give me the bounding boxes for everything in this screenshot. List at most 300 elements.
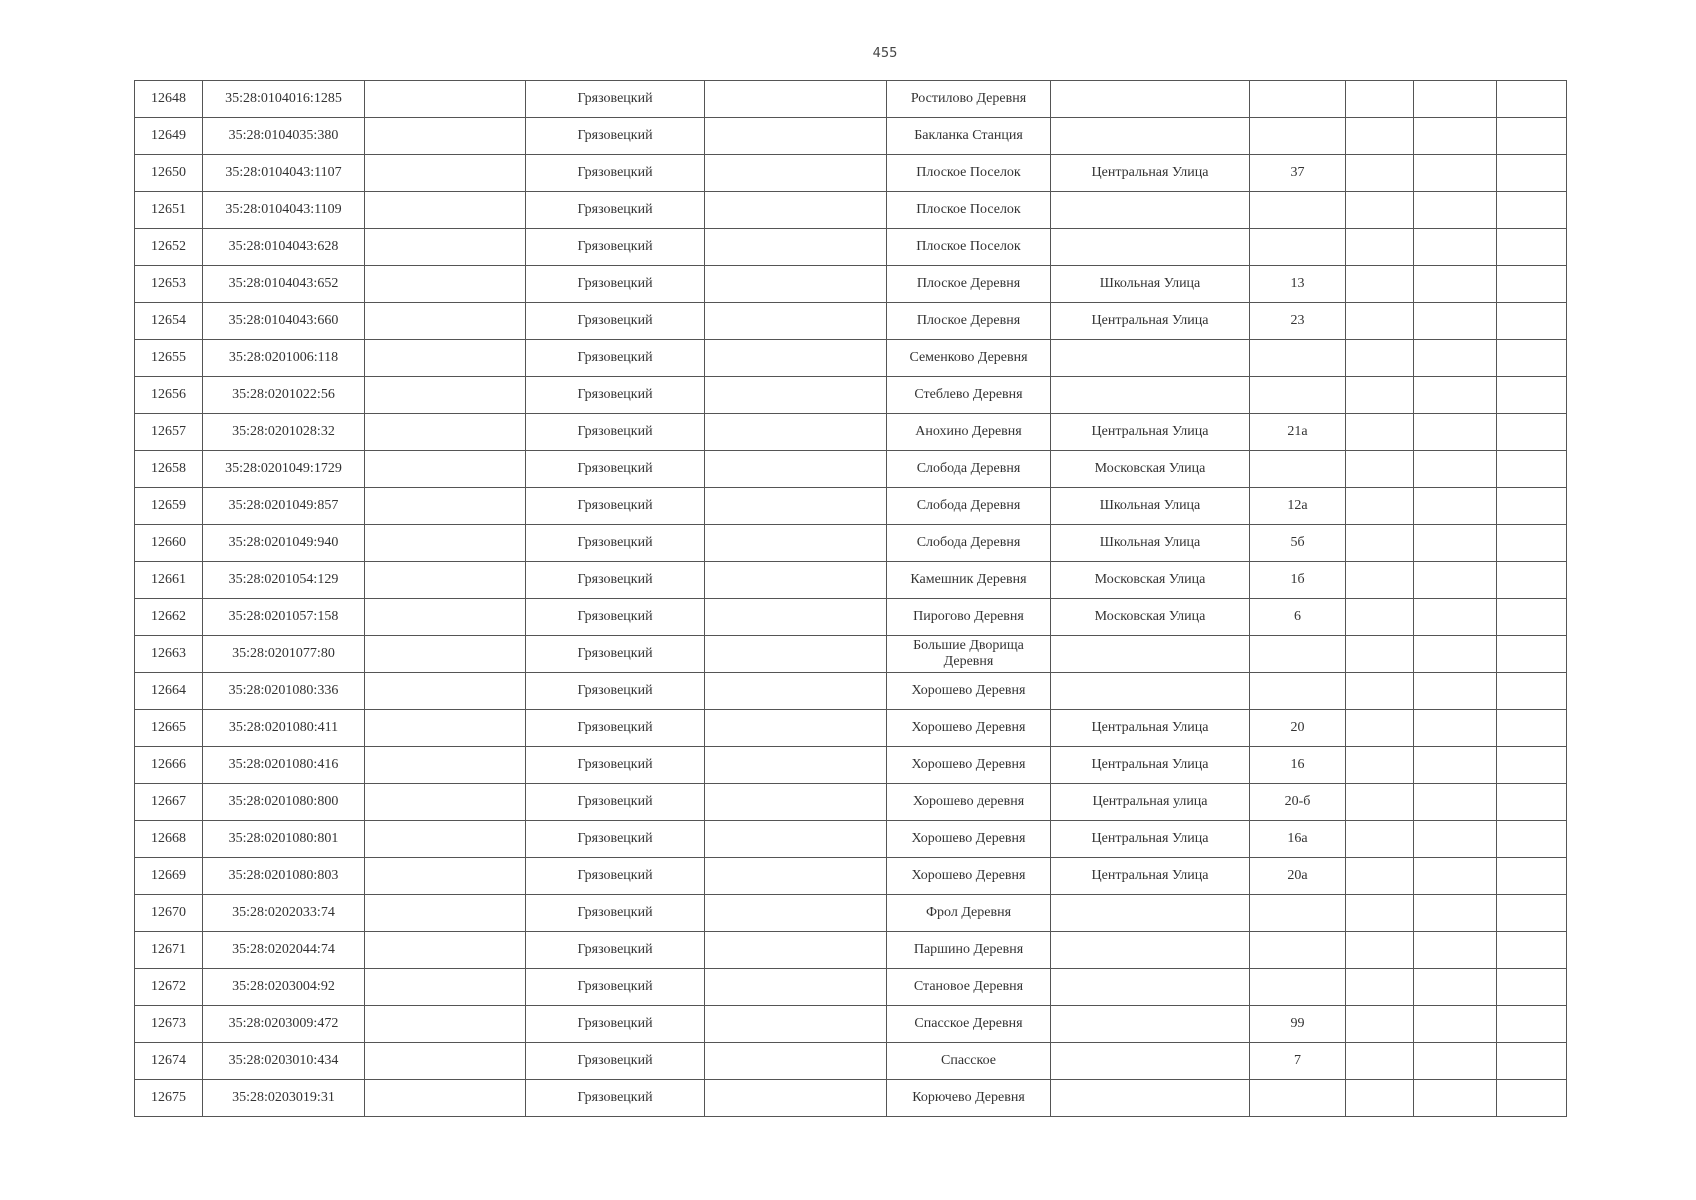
table-row xyxy=(135,340,1567,377)
cell-cadastral-number: 35:28:0201080:411 xyxy=(203,710,365,747)
cell-house-number xyxy=(1250,1080,1346,1117)
cell-empty xyxy=(1497,525,1567,562)
cell-house-number xyxy=(1250,81,1346,118)
cell-record-number: 12657 xyxy=(135,414,203,451)
cell-cadastral-number: 35:28:0201077:80 xyxy=(203,636,365,673)
cell-cadastral-number: 35:28:0104043:628 xyxy=(203,229,365,266)
cell-settlement: Корючево Деревня xyxy=(887,1080,1051,1117)
cell-empty xyxy=(1497,229,1567,266)
cell-district: Грязовецкий xyxy=(526,1006,705,1043)
cell-street: Центральная Улица xyxy=(1051,821,1250,858)
table-row xyxy=(135,636,1567,673)
cell-empty xyxy=(365,673,526,710)
cell-empty xyxy=(1497,81,1567,118)
table-body xyxy=(135,81,1567,1117)
cell-empty xyxy=(1346,488,1414,525)
cell-record-number: 12662 xyxy=(135,599,203,636)
cell-empty xyxy=(1497,858,1567,895)
cell-cadastral-number: 35:28:0104016:1285 xyxy=(203,81,365,118)
page-number: 455 xyxy=(872,46,898,61)
cell-record-number: 12672 xyxy=(135,969,203,1006)
cell-empty xyxy=(1414,266,1497,303)
cell-empty xyxy=(1414,414,1497,451)
cell-empty xyxy=(705,747,887,784)
cell-cadastral-number: 35:28:0104035:380 xyxy=(203,118,365,155)
cell-empty xyxy=(1497,266,1567,303)
cell-empty xyxy=(1346,155,1414,192)
cell-empty xyxy=(1414,784,1497,821)
cell-record-number: 12669 xyxy=(135,858,203,895)
cell-settlement: Анохино Деревня xyxy=(887,414,1051,451)
cell-cadastral-number: 35:28:0104043:652 xyxy=(203,266,365,303)
cell-empty xyxy=(1497,636,1567,673)
cell-settlement: Плоское Поселок xyxy=(887,229,1051,266)
cell-cadastral-number: 35:28:0201022:56 xyxy=(203,377,365,414)
cell-empty xyxy=(1414,895,1497,932)
cell-district: Грязовецкий xyxy=(526,636,705,673)
cell-empty xyxy=(1346,229,1414,266)
cell-empty xyxy=(1497,1006,1567,1043)
table-row xyxy=(135,673,1567,710)
cell-street: Центральная Улица xyxy=(1051,414,1250,451)
cell-district: Грязовецкий xyxy=(526,303,705,340)
cell-record-number: 12670 xyxy=(135,895,203,932)
cell-empty xyxy=(1414,747,1497,784)
cell-empty xyxy=(1346,525,1414,562)
cell-empty xyxy=(1414,118,1497,155)
cell-empty xyxy=(365,932,526,969)
cell-house-number: 20а xyxy=(1250,858,1346,895)
cell-empty xyxy=(1497,784,1567,821)
cell-record-number: 12667 xyxy=(135,784,203,821)
cell-district: Грязовецкий xyxy=(526,340,705,377)
cell-district: Грязовецкий xyxy=(526,266,705,303)
cell-record-number: 12665 xyxy=(135,710,203,747)
cell-empty xyxy=(705,118,887,155)
cell-street xyxy=(1051,969,1250,1006)
table-row xyxy=(135,1080,1567,1117)
cell-district: Грязовецкий xyxy=(526,525,705,562)
cell-settlement: Становое Деревня xyxy=(887,969,1051,1006)
cell-street xyxy=(1051,229,1250,266)
cell-street xyxy=(1051,895,1250,932)
cell-street: Центральная Улица xyxy=(1051,747,1250,784)
cell-cadastral-number: 35:28:0201080:803 xyxy=(203,858,365,895)
table-row xyxy=(135,451,1567,488)
cell-district: Грязовецкий xyxy=(526,81,705,118)
cell-record-number: 12649 xyxy=(135,118,203,155)
cell-record-number: 12661 xyxy=(135,562,203,599)
cell-house-number: 21а xyxy=(1250,414,1346,451)
cell-empty xyxy=(1414,562,1497,599)
cell-house-number xyxy=(1250,229,1346,266)
cell-record-number: 12674 xyxy=(135,1043,203,1080)
table-row xyxy=(135,229,1567,266)
cell-empty xyxy=(1497,562,1567,599)
cell-street: Центральная Улица xyxy=(1051,858,1250,895)
cell-empty xyxy=(1414,932,1497,969)
cell-cadastral-number: 35:28:0201057:158 xyxy=(203,599,365,636)
cell-house-number: 1б xyxy=(1250,562,1346,599)
cell-street: Школьная Улица xyxy=(1051,525,1250,562)
cell-empty xyxy=(705,673,887,710)
cell-cadastral-number: 35:28:0104043:1107 xyxy=(203,155,365,192)
cell-empty xyxy=(1497,673,1567,710)
cell-empty xyxy=(1497,599,1567,636)
cell-empty xyxy=(1346,636,1414,673)
cell-house-number xyxy=(1250,340,1346,377)
cell-empty xyxy=(1497,303,1567,340)
table-row xyxy=(135,895,1567,932)
cell-record-number: 12654 xyxy=(135,303,203,340)
cell-cadastral-number: 35:28:0202033:74 xyxy=(203,895,365,932)
cell-empty xyxy=(1497,192,1567,229)
cell-settlement: Хорошево Деревня xyxy=(887,673,1051,710)
cell-settlement: Бакланка Станция xyxy=(887,118,1051,155)
cell-settlement: Стеблево Деревня xyxy=(887,377,1051,414)
cell-street: Школьная Улица xyxy=(1051,266,1250,303)
cell-house-number xyxy=(1250,636,1346,673)
table-row xyxy=(135,525,1567,562)
cell-cadastral-number: 35:28:0201049:940 xyxy=(203,525,365,562)
cell-settlement: Слобода Деревня xyxy=(887,488,1051,525)
table-row xyxy=(135,192,1567,229)
cell-street xyxy=(1051,81,1250,118)
cell-empty xyxy=(365,895,526,932)
cell-empty xyxy=(705,303,887,340)
cell-empty xyxy=(705,932,887,969)
cell-empty xyxy=(705,969,887,1006)
cell-street: Центральная Улица xyxy=(1051,710,1250,747)
cell-empty xyxy=(1346,1080,1414,1117)
cell-record-number: 12664 xyxy=(135,673,203,710)
cell-record-number: 12671 xyxy=(135,932,203,969)
cell-empty xyxy=(1414,229,1497,266)
cell-empty xyxy=(1497,932,1567,969)
cell-record-number: 12653 xyxy=(135,266,203,303)
cell-settlement: Плоское Поселок xyxy=(887,155,1051,192)
cell-empty xyxy=(365,303,526,340)
cell-empty xyxy=(365,1080,526,1117)
cell-empty xyxy=(705,1080,887,1117)
cell-cadastral-number: 35:28:0201049:857 xyxy=(203,488,365,525)
cell-record-number: 12652 xyxy=(135,229,203,266)
cell-record-number: 12675 xyxy=(135,1080,203,1117)
cell-empty xyxy=(1346,377,1414,414)
cell-empty xyxy=(1414,636,1497,673)
cell-district: Грязовецкий xyxy=(526,969,705,1006)
cell-cadastral-number: 35:28:0104043:1109 xyxy=(203,192,365,229)
cell-street xyxy=(1051,1043,1250,1080)
cell-empty xyxy=(365,599,526,636)
cell-empty xyxy=(1414,451,1497,488)
cell-empty xyxy=(1346,1043,1414,1080)
cell-empty xyxy=(705,155,887,192)
cell-district: Грязовецкий xyxy=(526,784,705,821)
cell-empty xyxy=(705,340,887,377)
cell-settlement: Паршино Деревня xyxy=(887,932,1051,969)
cell-house-number: 16 xyxy=(1250,747,1346,784)
cell-street xyxy=(1051,932,1250,969)
cell-empty xyxy=(1497,155,1567,192)
cell-record-number: 12663 xyxy=(135,636,203,673)
table-row xyxy=(135,858,1567,895)
table-row xyxy=(135,969,1567,1006)
cell-house-number: 37 xyxy=(1250,155,1346,192)
table-row xyxy=(135,747,1567,784)
cell-empty xyxy=(1497,710,1567,747)
cell-house-number: 20 xyxy=(1250,710,1346,747)
cell-house-number xyxy=(1250,932,1346,969)
cell-street xyxy=(1051,377,1250,414)
cell-empty xyxy=(1497,377,1567,414)
cell-street xyxy=(1051,118,1250,155)
cell-empty xyxy=(1497,414,1567,451)
cell-settlement: Хорошево деревня xyxy=(887,784,1051,821)
cell-district: Грязовецкий xyxy=(526,895,705,932)
cell-record-number: 12655 xyxy=(135,340,203,377)
cell-settlement: Спасское Деревня xyxy=(887,1006,1051,1043)
cell-house-number: 20-б xyxy=(1250,784,1346,821)
cell-empty xyxy=(705,636,887,673)
cell-house-number xyxy=(1250,451,1346,488)
cell-empty xyxy=(365,747,526,784)
cell-record-number: 12668 xyxy=(135,821,203,858)
cell-empty xyxy=(1414,710,1497,747)
cell-empty xyxy=(365,784,526,821)
cell-empty xyxy=(1346,932,1414,969)
cell-district: Грязовецкий xyxy=(526,414,705,451)
cell-street: Центральная Улица xyxy=(1051,155,1250,192)
table-row xyxy=(135,1006,1567,1043)
cell-record-number: 12656 xyxy=(135,377,203,414)
cell-settlement: Спасское xyxy=(887,1043,1051,1080)
cell-record-number: 12660 xyxy=(135,525,203,562)
cell-empty xyxy=(1414,525,1497,562)
cell-empty xyxy=(1497,747,1567,784)
table-row xyxy=(135,118,1567,155)
cell-settlement: Хорошево Деревня xyxy=(887,858,1051,895)
cell-empty xyxy=(1414,1080,1497,1117)
cell-empty xyxy=(705,81,887,118)
cell-street: Московская Улица xyxy=(1051,599,1250,636)
cell-empty xyxy=(705,562,887,599)
cell-house-number: 99 xyxy=(1250,1006,1346,1043)
cell-empty xyxy=(365,710,526,747)
cell-empty xyxy=(365,340,526,377)
cell-street xyxy=(1051,673,1250,710)
cell-empty xyxy=(705,229,887,266)
cell-empty xyxy=(1346,266,1414,303)
cell-empty xyxy=(705,414,887,451)
cell-district: Грязовецкий xyxy=(526,821,705,858)
cell-cadastral-number: 35:28:0201054:129 xyxy=(203,562,365,599)
cell-empty xyxy=(705,525,887,562)
cell-empty xyxy=(1346,192,1414,229)
cell-district: Грязовецкий xyxy=(526,155,705,192)
cell-empty xyxy=(1414,340,1497,377)
cell-empty xyxy=(1497,969,1567,1006)
cell-empty xyxy=(1497,1043,1567,1080)
table-row xyxy=(135,155,1567,192)
cell-settlement: Фрол Деревня xyxy=(887,895,1051,932)
cell-district: Грязовецкий xyxy=(526,1043,705,1080)
cell-empty xyxy=(1497,340,1567,377)
cell-house-number xyxy=(1250,673,1346,710)
cell-empty xyxy=(705,488,887,525)
cell-settlement: Плоское Поселок xyxy=(887,192,1051,229)
cell-empty xyxy=(365,192,526,229)
cell-empty xyxy=(705,599,887,636)
cell-empty xyxy=(1346,562,1414,599)
cell-empty xyxy=(705,192,887,229)
cell-district: Грязовецкий xyxy=(526,562,705,599)
cell-empty xyxy=(1414,155,1497,192)
cell-empty xyxy=(365,821,526,858)
cell-house-number: 6 xyxy=(1250,599,1346,636)
cell-empty xyxy=(705,451,887,488)
cell-empty xyxy=(1346,710,1414,747)
cell-empty xyxy=(705,784,887,821)
cell-district: Грязовецкий xyxy=(526,192,705,229)
cell-empty xyxy=(365,1043,526,1080)
cell-empty xyxy=(1346,414,1414,451)
table-row xyxy=(135,821,1567,858)
cell-district: Грязовецкий xyxy=(526,229,705,266)
table-row xyxy=(135,303,1567,340)
cell-house-number xyxy=(1250,118,1346,155)
cell-record-number: 12666 xyxy=(135,747,203,784)
cell-district: Грязовецкий xyxy=(526,932,705,969)
cell-empty xyxy=(365,525,526,562)
cell-empty xyxy=(365,229,526,266)
cell-empty xyxy=(365,81,526,118)
cell-empty xyxy=(365,414,526,451)
cell-settlement: Плоское Деревня xyxy=(887,303,1051,340)
cell-empty xyxy=(1497,488,1567,525)
cell-empty xyxy=(1346,747,1414,784)
cell-record-number: 12651 xyxy=(135,192,203,229)
cell-cadastral-number: 35:28:0203009:472 xyxy=(203,1006,365,1043)
cell-cadastral-number: 35:28:0201080:800 xyxy=(203,784,365,821)
cell-settlement: Слобода Деревня xyxy=(887,451,1051,488)
cell-empty xyxy=(1414,599,1497,636)
cell-cadastral-number: 35:28:0104043:660 xyxy=(203,303,365,340)
cell-empty xyxy=(705,1006,887,1043)
cell-record-number: 12658 xyxy=(135,451,203,488)
cell-empty xyxy=(1414,303,1497,340)
cell-house-number: 12а xyxy=(1250,488,1346,525)
cell-cadastral-number: 35:28:0203010:434 xyxy=(203,1043,365,1080)
cell-empty xyxy=(365,488,526,525)
cell-district: Грязовецкий xyxy=(526,747,705,784)
cell-empty xyxy=(705,821,887,858)
cell-empty xyxy=(1346,340,1414,377)
cell-district: Грязовецкий xyxy=(526,710,705,747)
cell-empty xyxy=(365,636,526,673)
cell-empty xyxy=(1346,858,1414,895)
cell-street xyxy=(1051,340,1250,377)
cell-street xyxy=(1051,636,1250,673)
cell-empty xyxy=(705,1043,887,1080)
cell-empty xyxy=(1346,451,1414,488)
cell-empty xyxy=(365,266,526,303)
cell-cadastral-number: 35:28:0201028:32 xyxy=(203,414,365,451)
cell-settlement: Камешник Деревня xyxy=(887,562,1051,599)
table-row xyxy=(135,932,1567,969)
cell-empty xyxy=(705,710,887,747)
cell-empty xyxy=(1346,969,1414,1006)
cell-empty xyxy=(365,451,526,488)
cell-empty xyxy=(1414,821,1497,858)
cell-street: Московская Улица xyxy=(1051,451,1250,488)
cell-cadastral-number: 35:28:0201080:801 xyxy=(203,821,365,858)
cell-empty xyxy=(1414,969,1497,1006)
table-row xyxy=(135,1043,1567,1080)
cell-empty xyxy=(1414,377,1497,414)
cell-empty xyxy=(1346,673,1414,710)
cell-empty xyxy=(365,1006,526,1043)
cell-empty xyxy=(1346,81,1414,118)
cell-empty xyxy=(1346,895,1414,932)
cell-empty xyxy=(1414,673,1497,710)
cell-empty xyxy=(365,118,526,155)
cell-district: Грязовецкий xyxy=(526,451,705,488)
cell-settlement: Хорошево Деревня xyxy=(887,710,1051,747)
cell-empty xyxy=(1497,118,1567,155)
cell-empty xyxy=(1346,303,1414,340)
cell-empty xyxy=(1497,451,1567,488)
cell-record-number: 12648 xyxy=(135,81,203,118)
cell-house-number xyxy=(1250,895,1346,932)
table-row xyxy=(135,377,1567,414)
cell-house-number: 13 xyxy=(1250,266,1346,303)
cell-street xyxy=(1051,1006,1250,1043)
cell-district: Грязовецкий xyxy=(526,377,705,414)
cell-empty xyxy=(1346,784,1414,821)
cell-settlement: Плоское Деревня xyxy=(887,266,1051,303)
cell-empty xyxy=(705,266,887,303)
cell-empty xyxy=(365,155,526,192)
cell-settlement: Хорошево Деревня xyxy=(887,747,1051,784)
cell-house-number xyxy=(1250,192,1346,229)
cell-settlement: Ростилово Деревня xyxy=(887,81,1051,118)
cell-empty xyxy=(1414,192,1497,229)
cell-settlement: Пирогово Деревня xyxy=(887,599,1051,636)
cell-empty xyxy=(1414,1006,1497,1043)
cell-cadastral-number: 35:28:0201080:336 xyxy=(203,673,365,710)
cell-street xyxy=(1051,1080,1250,1117)
cell-street: Школьная Улица xyxy=(1051,488,1250,525)
cell-cadastral-number: 35:28:0202044:74 xyxy=(203,932,365,969)
cell-empty xyxy=(1414,858,1497,895)
cell-cadastral-number: 35:28:0201049:1729 xyxy=(203,451,365,488)
table-row xyxy=(135,599,1567,636)
cell-empty xyxy=(1346,118,1414,155)
cell-street: Московская Улица xyxy=(1051,562,1250,599)
cell-settlement: Слобода Деревня xyxy=(887,525,1051,562)
table-row xyxy=(135,488,1567,525)
cell-district: Грязовецкий xyxy=(526,858,705,895)
cell-empty xyxy=(705,377,887,414)
cell-empty xyxy=(365,858,526,895)
cell-empty xyxy=(1414,81,1497,118)
cell-settlement: Семенково Деревня xyxy=(887,340,1051,377)
cell-empty xyxy=(1497,1080,1567,1117)
cell-settlement: Хорошево Деревня xyxy=(887,821,1051,858)
cell-cadastral-number: 35:28:0203019:31 xyxy=(203,1080,365,1117)
cell-empty xyxy=(705,895,887,932)
